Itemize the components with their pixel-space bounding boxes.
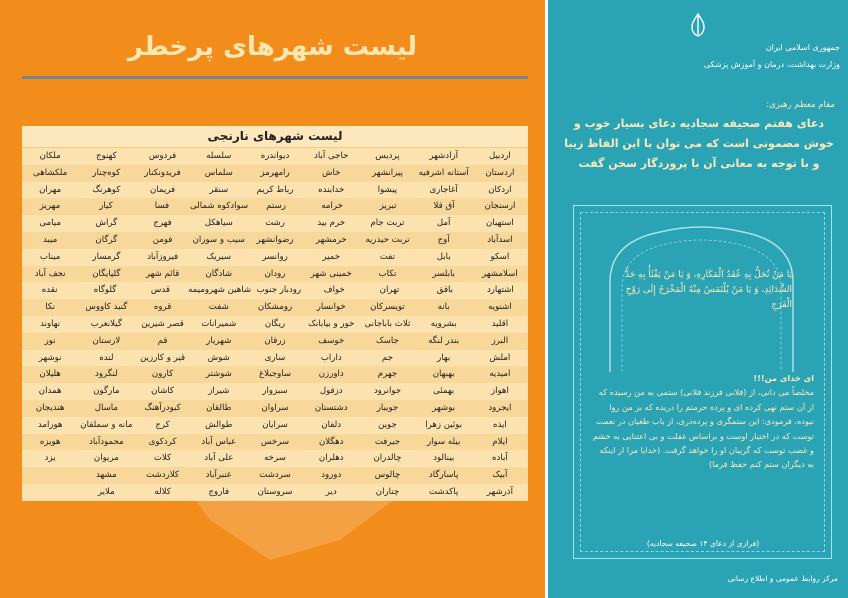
table-cell: پاسارگاد <box>428 470 459 481</box>
table-cell: کوهرنگ <box>92 184 121 195</box>
table-cell: میناب <box>39 251 61 262</box>
table-cell: شیراز <box>208 386 230 397</box>
table-cell: جیرفت <box>374 436 401 447</box>
table-cell: دهگلان <box>318 436 344 447</box>
table-cell: شهریار <box>206 335 232 346</box>
table-cell: فهرج <box>153 218 172 229</box>
table-cell: آزادشهر <box>429 151 458 161</box>
table-cell: سلسله <box>206 151 232 161</box>
table-cell: گرگان <box>95 234 118 245</box>
table-cell: یزد <box>44 453 56 464</box>
table-cell: آغاجاری <box>429 184 458 195</box>
table-cell: میامی <box>39 218 61 229</box>
table-cell: خرامه <box>321 201 343 212</box>
table-cell: کلاله <box>154 486 171 497</box>
table-cell: قروه <box>153 302 172 313</box>
table-cell: سرخه <box>264 453 286 464</box>
table-cell: پیشوا <box>377 184 398 195</box>
table-cell: خمینی شهر <box>310 268 352 279</box>
table-row <box>22 366 528 383</box>
table-cell: جوانرود <box>373 386 402 397</box>
table-cell: فومن <box>152 234 173 245</box>
table-cell: مریوان <box>93 453 119 464</box>
table-body <box>22 148 528 501</box>
table-cell: رومشکان <box>257 302 293 313</box>
table-cell: سرایان <box>262 419 288 430</box>
table-cell: عباس آباد <box>201 436 237 447</box>
table-cell: شفت <box>208 302 229 313</box>
table-cell: اردستان <box>485 167 515 178</box>
table-cell: نوشهر <box>38 352 62 363</box>
table-cell: علی آباد <box>204 453 234 464</box>
table-cell: خوسف <box>318 335 345 346</box>
table-row <box>22 266 528 283</box>
table-cell: قائم شهر <box>145 268 180 279</box>
translation-text: مخلصاً می دانی، از (فلانی فرزند فلانی) ستمی به من رسیده که از آن ستم نهی کرده ای و پرده حرمتم را دریده که بر من روا نبوده، فرمودی: این ستمگری و پرده‌دری، از باب طغیان در نعمت توست که در اختیار اوست و براساس غفلت و بی اعتنایی به خشم و غضب توست که گریبان او را خواهد گرفت. (خدایا مرا از اینکه به دیگران ستم کنم حفظ فرما) <box>592 387 814 470</box>
table-row <box>22 434 528 451</box>
table-title: لیست شهرهای نارنجی <box>22 126 528 148</box>
table-cell: رضوانشهر <box>256 234 294 245</box>
table-cell: مارگون <box>93 386 120 397</box>
table-cell: آذرشهر <box>486 486 514 497</box>
table-cell: آباده <box>492 453 508 464</box>
table-row <box>22 467 528 484</box>
table-cell: دیواندره <box>260 151 290 161</box>
table-cell: نور <box>44 335 56 346</box>
table-cell: سراوان <box>261 402 289 413</box>
table-cell: اشتهارد <box>486 285 514 296</box>
table-cell: دزفول <box>319 386 343 397</box>
table-cell: تویسرکان <box>370 302 405 313</box>
table-cell: کهنوج <box>96 151 117 161</box>
table-cell: بابل <box>436 251 451 262</box>
table-cell: دلفان <box>321 419 342 430</box>
table-cell: بوئین زهرا <box>425 419 463 430</box>
table-cell: رامهرمز <box>260 167 290 178</box>
table-cell: ایذه <box>492 419 507 430</box>
table-cell: پیرانشهر <box>372 167 403 178</box>
table-cell: خوانسار <box>316 302 346 313</box>
table-cell: ملکان <box>39 151 61 161</box>
table-cell: رباط کریم <box>256 184 294 195</box>
table-cell: خرم بید <box>317 218 346 229</box>
table-cell: مهران <box>39 184 62 195</box>
table-cell: تفت <box>379 251 396 262</box>
table-cell: عنبرآباد <box>205 470 232 481</box>
table-cell: دشتستان <box>314 402 348 413</box>
table-cell: هندیجان <box>35 402 65 413</box>
table-cell: اسلامشهر <box>482 268 518 279</box>
title-divider <box>22 76 528 79</box>
table-cell: گیلانغرب <box>90 318 122 329</box>
table-cell: سیاهکل <box>204 218 233 229</box>
table-cell: روانسر <box>262 251 288 262</box>
table-cell: کرج <box>155 419 170 430</box>
table-cell: محمودآباد <box>89 436 124 447</box>
table-cell: کلاردشت <box>146 470 179 481</box>
table-cell: خواف <box>323 285 345 296</box>
table-cell: فردوس <box>148 151 177 161</box>
table-row <box>22 417 528 434</box>
table-cell: سبزوار <box>262 386 288 397</box>
table-cell: طوالش <box>205 419 233 430</box>
arabic-prayer: یَا مَنْ تُحَلُّ بِهِ عُقَدُ الْمَکَارِهِ، وَ یَا مَنْ یَفْثَأُ بِهِ حَدُّ الشَّدَائِدِ، وَ یَا مَنْ یُلْتَمَسُ مِنْهُ الْمَخْرَجُ إِلَى رَوْحِ الْفَرَجِ <box>624 270 792 310</box>
table-cell: اسکو <box>490 251 510 262</box>
table-cell: ارسنجان <box>484 201 516 212</box>
table-cell: امیدیه <box>489 369 511 380</box>
table-cell: مانه و سملقان <box>80 419 133 430</box>
table-cell: اقلید <box>491 318 509 329</box>
table-cell: تهران <box>379 285 400 296</box>
table-cell: بابلسر <box>432 268 455 279</box>
table-row <box>22 148 528 165</box>
table-cell: دورود <box>321 470 342 481</box>
table-cell: دهلران <box>318 453 344 464</box>
table-cell: همدان <box>38 386 62 397</box>
table-cell: گلپایگان <box>92 268 121 279</box>
table-cell: گلوگاه <box>93 285 117 296</box>
table-cell: کردکوی <box>148 436 177 447</box>
table-row <box>22 282 528 299</box>
table-cell: باقق <box>436 285 454 296</box>
table-cell: خور و بیابانک <box>308 318 355 329</box>
table-cell: سلماس <box>204 167 233 178</box>
table-cell: سوادکوه شمالی <box>189 201 249 212</box>
table-cell: قم <box>157 335 168 346</box>
table-cell: آوج <box>437 234 450 245</box>
table-row <box>22 316 528 333</box>
table-cell: فیروزآباد <box>147 251 179 262</box>
orange-cities-table <box>22 126 528 501</box>
table-cell: شاهین شهرومیمه <box>188 285 252 296</box>
table-cell: رستم <box>266 201 286 212</box>
table-cell: سیب و سوران <box>192 234 245 245</box>
table-cell: ایجرود <box>488 402 512 413</box>
table-cell: زرقان <box>264 335 286 346</box>
table-cell: جوین <box>378 419 397 430</box>
table-cell: بیله سوار <box>426 436 461 447</box>
table-cell: گرمسار <box>92 251 121 262</box>
table-cell: فریمان <box>150 184 176 195</box>
table-cell: بوشهر <box>432 402 456 413</box>
table-cell: فاروج <box>208 486 230 497</box>
org-ministry: وزارت بهداشت، درمان و آموزش پزشکی <box>703 60 840 69</box>
table-cell: کوه‌چنار <box>92 167 121 178</box>
table-cell: چالدران <box>373 453 402 464</box>
table-cell: بشرویه <box>430 318 457 329</box>
table-cell: بینالود <box>433 453 455 464</box>
table-cell: قدس <box>150 285 170 296</box>
table-cell: نهاوند <box>40 318 61 329</box>
prayer-translation-block <box>592 371 814 472</box>
table-cell: ریگان <box>264 318 286 329</box>
table-cell: تربت حیدریه <box>365 234 410 245</box>
table-cell: جاسک <box>376 335 399 346</box>
table-cell: اردبیل <box>488 151 511 161</box>
table-cell: ثلاث باباجانی <box>364 318 411 329</box>
table-cell: هویزه <box>39 436 61 447</box>
table-cell: البرز <box>491 335 509 346</box>
table-cell: کاشان <box>151 386 174 397</box>
table-cell: اهواز <box>490 386 509 397</box>
table-cell: پاکدشت <box>429 486 459 497</box>
table-cell: لارستان <box>92 335 121 346</box>
table-cell: شوشتر <box>205 369 232 380</box>
table-cell: فسا <box>154 201 170 212</box>
table-cell: گراش <box>95 218 118 229</box>
table-row <box>22 484 528 501</box>
table-row <box>22 249 528 266</box>
table-cell: سنقر <box>209 184 229 195</box>
table-cell: سروستان <box>257 486 293 497</box>
table-cell: تبریز <box>379 201 397 212</box>
table-cell: قصر شیرین <box>141 318 184 329</box>
table-cell: بندر لنگه <box>428 335 460 346</box>
table-cell: سیریک <box>206 251 232 262</box>
table-row <box>22 215 528 232</box>
table-cell: ساوجبلاغ <box>258 369 292 380</box>
table-cell: لنده <box>99 352 114 363</box>
table-cell: میبد <box>42 234 58 245</box>
table-cell: کبودرآهنگ <box>144 402 181 413</box>
table-cell: حاجی آباد <box>314 151 349 161</box>
table-cell: تکاب <box>378 268 397 279</box>
table-cell: دیر <box>325 486 337 497</box>
table-cell: ماسال <box>94 402 118 413</box>
table-cell <box>22 467 78 484</box>
table-cell: قیر و کارزین <box>140 352 186 363</box>
table-row <box>22 165 528 182</box>
table-cell: بهار <box>437 352 451 363</box>
table-cell <box>22 484 78 501</box>
org-country: جمهوری اسلامی ایران <box>765 43 840 52</box>
table-cell: بهبهان <box>432 369 455 380</box>
table-cell: داراب <box>320 352 342 363</box>
table-cell: هلیلان <box>39 369 61 380</box>
table-cell: خاش <box>322 167 341 178</box>
table-cell: جم <box>381 352 393 363</box>
table-cell: پردیس <box>375 151 400 161</box>
table-cell: بهمئی <box>433 386 455 397</box>
table-cell: خرمشهر <box>315 234 347 245</box>
table-cell: رودان <box>264 268 286 279</box>
translation-heading: ای خدای من!!! <box>753 373 814 383</box>
table-row <box>22 333 528 350</box>
table-cell: داورزن <box>318 369 344 380</box>
quote-intro: مقام معظم رهبری: <box>766 100 835 110</box>
table-cell: نقده <box>41 285 58 296</box>
leader-quote: دعای هفتم صحیفه سجادیه دعای بسیار خوب و خوش مضمونی است که می توان با این الفاظ زیبا و با توجه به معانی آن با پروردگار سخن گفت <box>564 117 834 170</box>
table-cell: مهریز <box>39 201 61 212</box>
table-cell: خمیر <box>322 251 341 262</box>
table-row <box>22 383 528 400</box>
table-cell: رودبار جنوب <box>256 285 302 296</box>
page-title: لیست شهرهای پرخطر <box>127 32 418 62</box>
iran-emblem-icon <box>688 12 708 38</box>
table-cell: املش <box>489 352 511 363</box>
table-cell: سردشت <box>259 470 291 481</box>
table-cell: کیار <box>99 201 113 212</box>
table-cell: چالوس <box>374 470 401 481</box>
table-cell: گنبد کاووس <box>85 302 128 313</box>
table-cell: رشت <box>265 218 285 229</box>
table-cell: شوش <box>207 352 230 363</box>
table-cell: استهبان <box>486 218 514 229</box>
table-row <box>22 198 528 215</box>
table-row <box>22 182 528 199</box>
table-cell: هورامد <box>37 419 63 430</box>
table-cell: بانه <box>437 302 450 313</box>
table-cell: جویبار <box>376 402 399 413</box>
table-cell: آستانه اشرفیه <box>418 167 469 178</box>
table-row <box>22 232 528 249</box>
table-cell: مشهد <box>95 470 117 481</box>
table-cell: کلات <box>153 453 172 464</box>
table-cell: آمل <box>436 218 451 229</box>
table-cell: شمیرانات <box>201 318 237 329</box>
table-cell: تربت جام <box>370 218 405 229</box>
table-cell: ساری <box>264 352 286 363</box>
table-cell: جهرم <box>377 369 398 380</box>
table-cell: شادگان <box>205 268 233 279</box>
table-cell: اشنویه <box>488 302 512 313</box>
table-cell: ملایر <box>97 486 115 497</box>
table-cell: طالقان <box>206 402 232 413</box>
table-cell: ایلام <box>492 436 508 447</box>
table-cell: نکا <box>45 302 56 313</box>
table-cell: آق قلا <box>433 201 455 212</box>
table-cell: فریدونکنار <box>144 167 181 178</box>
table-row <box>22 299 528 316</box>
table-row <box>22 400 528 417</box>
table-cell: نجف آباد <box>34 268 66 279</box>
table-cell: ملکشاهی <box>33 167 68 178</box>
table-cell: سرخس <box>260 436 290 447</box>
table-row <box>22 350 528 367</box>
table-cell: آبیک <box>492 470 508 481</box>
table-cell: اسدآباد <box>487 234 513 245</box>
table-cell: چناران <box>375 486 400 497</box>
table-cell: خدابنده <box>318 184 345 195</box>
table-cell: لنگرود <box>95 369 118 380</box>
table-cell: کارون <box>151 369 174 380</box>
prayer-source: (فرازی از دعای ۱۴ صحیفه سجادیه) <box>646 539 760 548</box>
table-row <box>22 450 528 467</box>
footer-org: مرکز روابط عمومی و اطلاع رسانی <box>727 574 838 583</box>
table-cell: اردکان <box>488 184 512 195</box>
